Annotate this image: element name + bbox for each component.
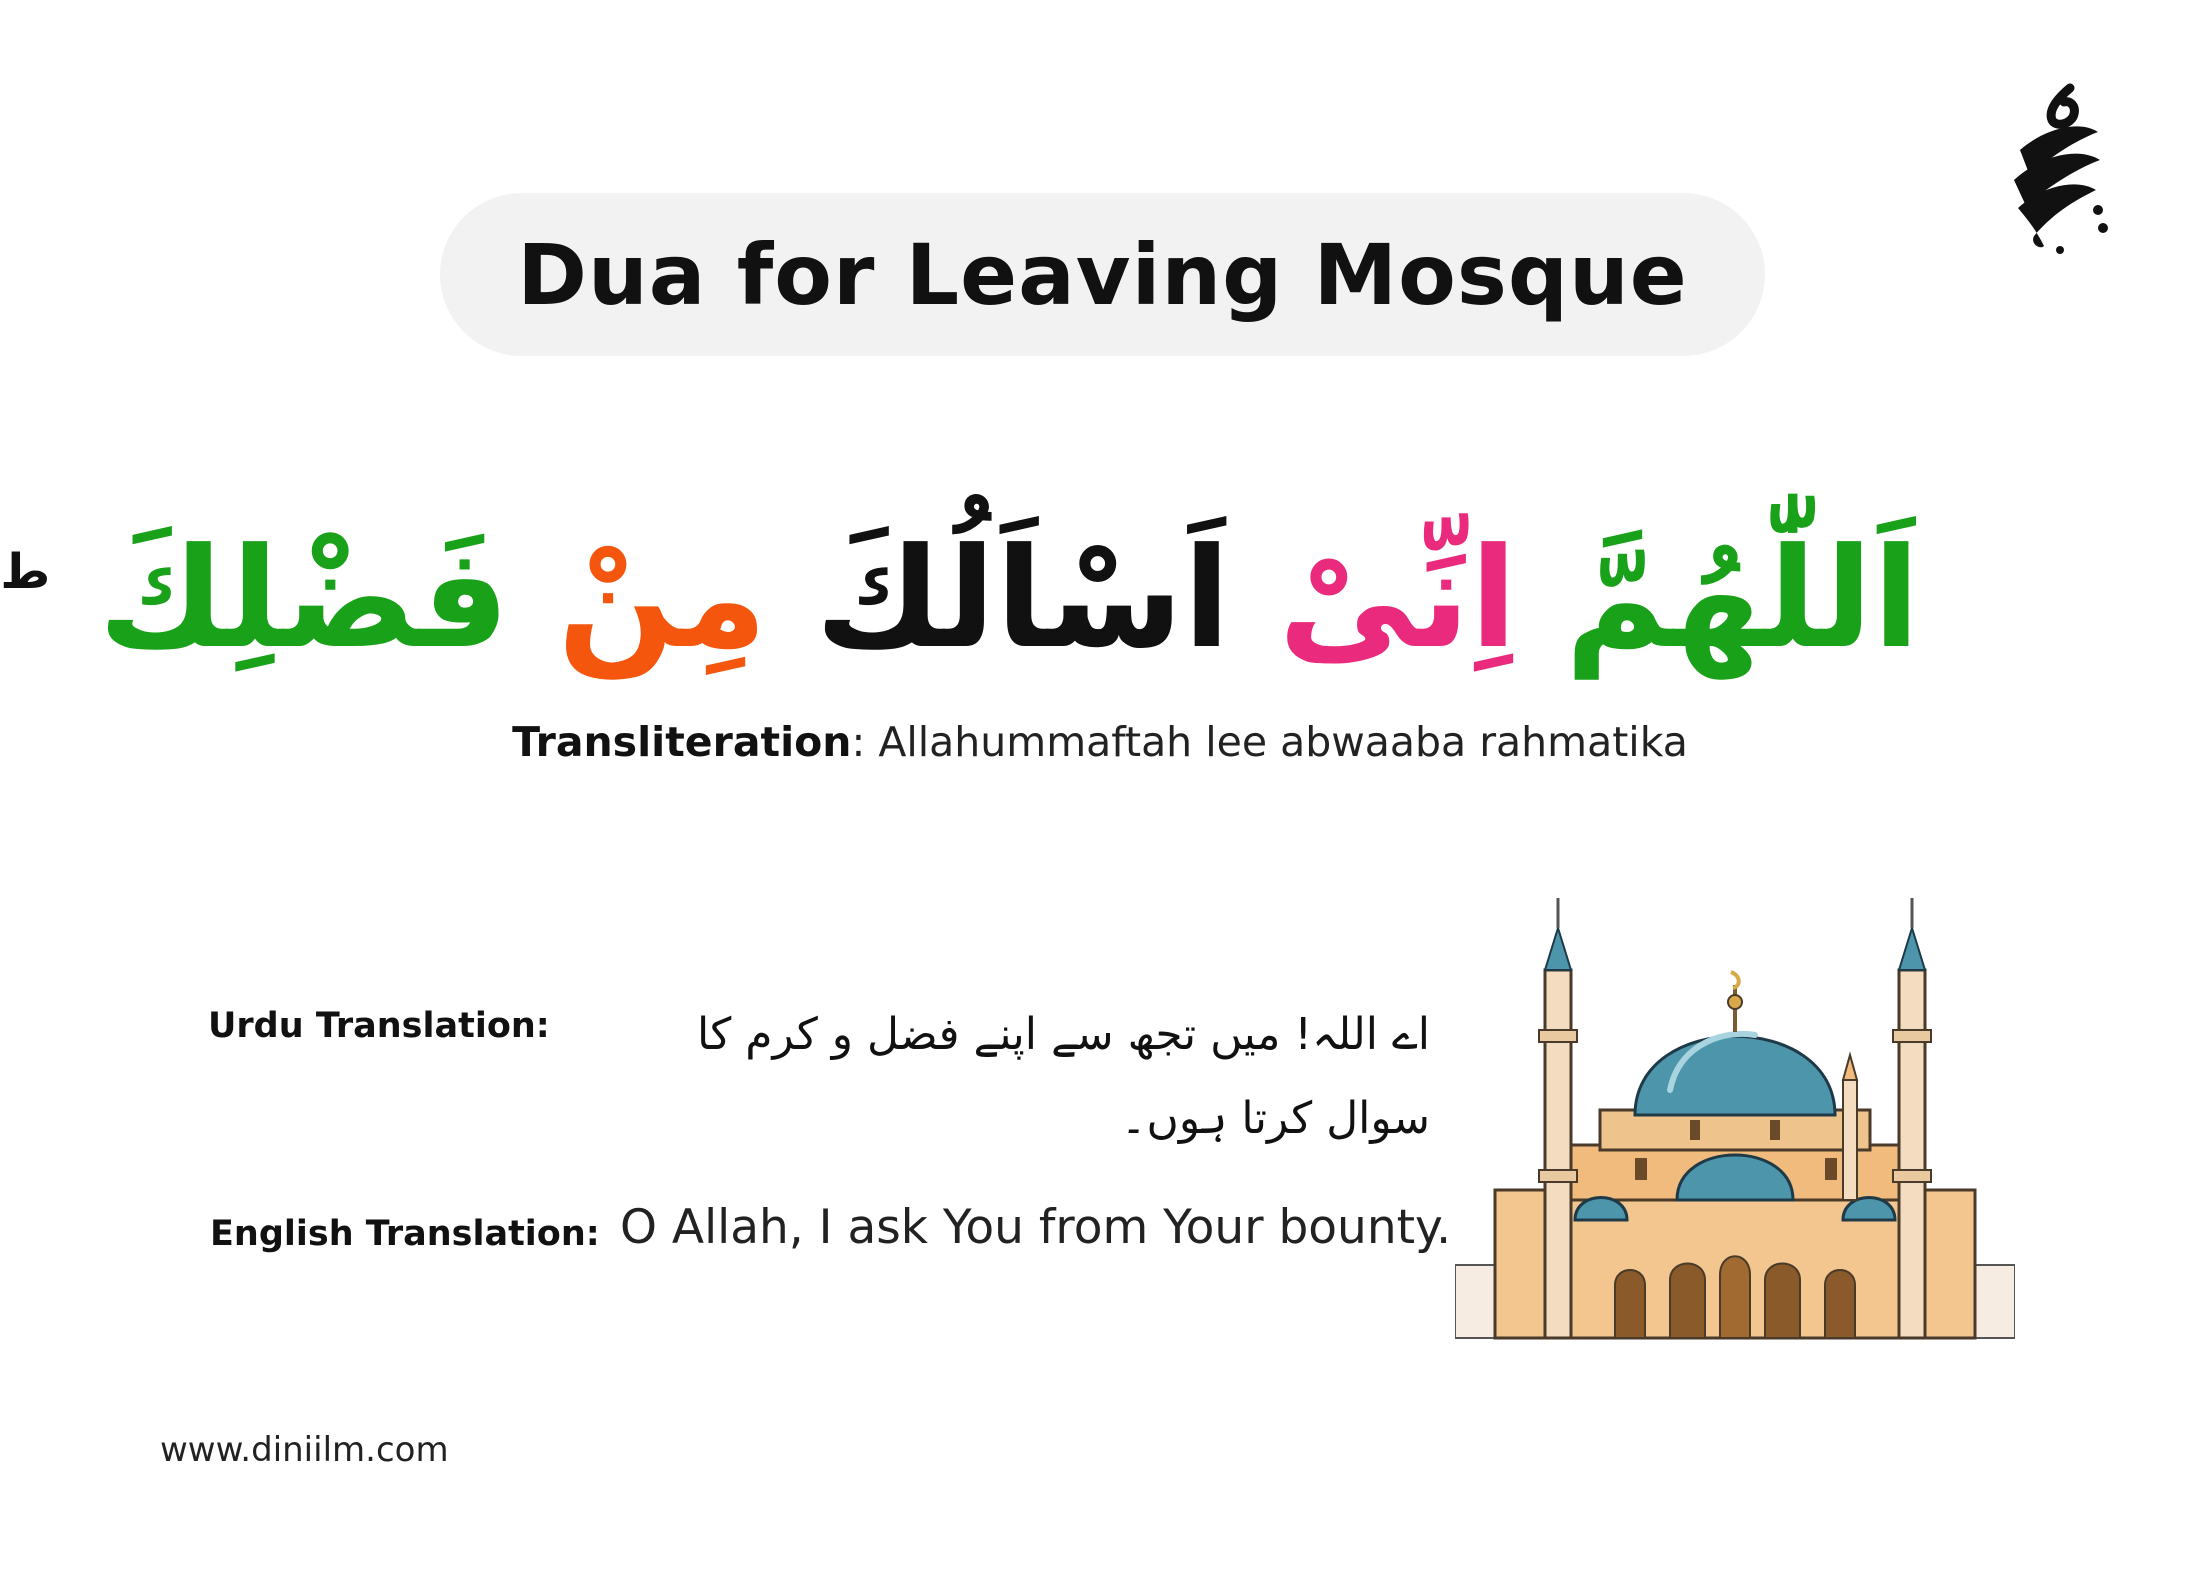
arabic-word-asaluka: اَسْاَلُكَ: [815, 518, 1231, 679]
arabic-dua: [0, 455, 1920, 690]
transliteration-text: : Allahummaftah lee abwaaba rahmatika: [851, 718, 1688, 766]
transliteration-label: Transliteration: [512, 718, 852, 766]
mosque-illustration: [1455, 890, 2015, 1350]
arabic-word-allahumma: اَللّٰهُمَّ: [1565, 518, 1920, 679]
title-banner: [440, 193, 1765, 356]
calligraphy-logo-icon: [2000, 80, 2115, 255]
page-title: Dua for Leaving Mosque: [517, 225, 1688, 324]
arabic-word-inni: اِنِّیْ: [1278, 518, 1518, 679]
arabic-word-fadlika: فَضْلِكَ: [98, 518, 510, 679]
urdu-translation-label: Urdu Translation:: [208, 1006, 550, 1046]
urdu-translation-text: اے اللہ! میں تجھ سے اپنے فضل و کرم کا سوال کرتا ہوں۔: [696, 1009, 1430, 1144]
arabic-word-min: مِنْ: [557, 518, 768, 679]
arabic-pause-symbol: ط: [0, 544, 51, 600]
english-translation-label: English Translation:: [210, 1214, 600, 1254]
english-translation-text: O Allah, I ask You from Your bounty.: [620, 1200, 1452, 1255]
footer-website-link[interactable]: www.diniilm.com: [160, 1430, 449, 1470]
transliteration: [0, 718, 2200, 766]
